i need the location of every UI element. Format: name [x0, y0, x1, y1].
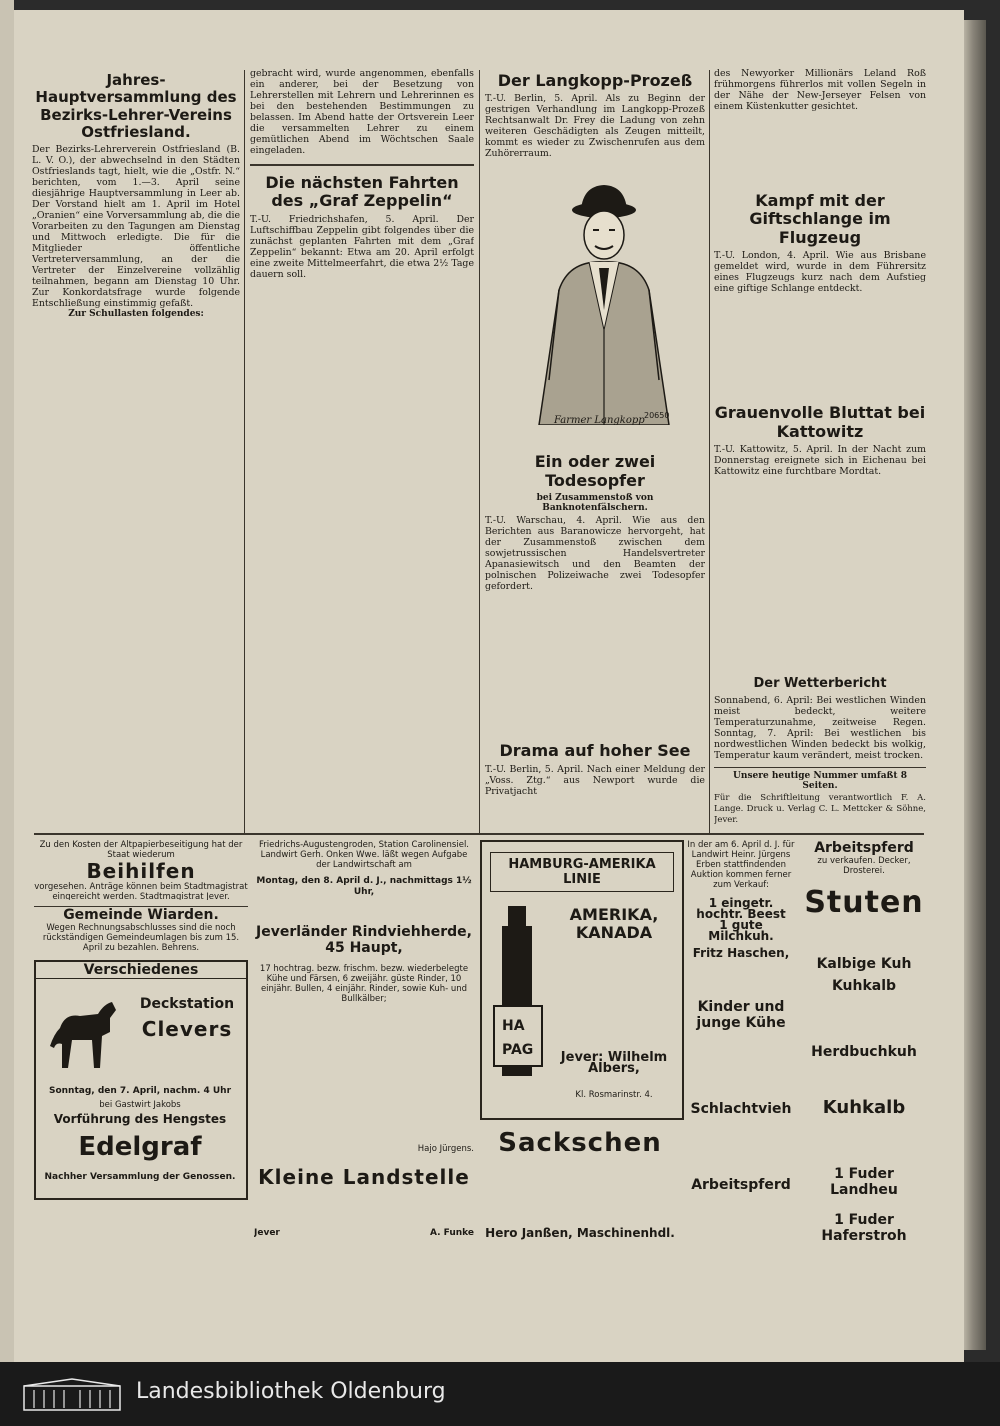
ad-title: Arbeitspferd	[691, 1177, 791, 1193]
ad-title: 1 Fuder Landheu	[830, 1166, 898, 1198]
ad-title: Beihilfen	[86, 859, 196, 883]
ad-text: bei Gastwirt Jakobs	[99, 1100, 181, 1110]
ad-text: Fritz Haschen,	[692, 946, 790, 960]
ad-title: Kuhkalb	[831, 978, 897, 994]
newspaper-page	[14, 10, 964, 1362]
ad-column-4	[686, 840, 796, 1280]
ad-title: 1 Fuder Haferstroh	[821, 1212, 907, 1244]
ad-text: Sonntag, den 7. April, nachm. 4 Uhr	[48, 1086, 232, 1096]
ad-signature	[254, 1228, 474, 1239]
column-rule	[709, 70, 710, 835]
page-edge-shadow	[964, 20, 986, 1350]
issue-notice: Unsere heutige Nummer umfaßt 8 Seiten.	[714, 767, 926, 791]
kampf-heading: Kampf mit der Giftschlange im Flugzeug	[749, 191, 891, 247]
portrait-caption: Farmer Langkopp	[554, 415, 645, 426]
article-body: Der Bezirks-Lehrerverein Ostfriesland (B. L. V. O.), der abwechselnd in den Städten Ostfrieslands tagt, hielt, wie die „Ostfr. N.“ berichten, vom 1.—3. April seine diesjährige Hauptversammlung in Leer ab. Der Vorstand hielt am 1. April im Hotel „Oranien“ eine Vorversammlung ab, die die Vorarbeiten zu den Tagungen am Dienstag und Mittwoch erledigte. Die für die Mitglieder öffentliche Vertreterversammlung, an der die Vertreter der Einzelvereine vollzählig teilnahmen, begann am Dienstag 10 Uhr. Zur Konkordatsfrage wurde folgende Entschließung einstimmig gefaßt.	[32, 144, 240, 309]
ad-text: Hajo Jürgens.	[417, 1144, 474, 1154]
ad-title: HAMBURG-AMERIKA LINIE	[490, 852, 674, 892]
ad-title: Edelgraf	[78, 1132, 202, 1162]
article-subheading: Zur Schullasten folgendes:	[68, 309, 204, 319]
ship-icon	[488, 906, 548, 1086]
langkopp-body: T.-U. Berlin, 5. April. Als zu Beginn der gestrigen Verhandlung im Langkopp-Prozeß Rechtsanwalt Dr. Frey die Ladung von zehn weiteren Geschädigten als Zeugen mitteilt, kommt es wieder zu Zwischenrufen aus dem Zuhörerraum.	[485, 93, 705, 160]
ad-title: Herdbuchkuh	[811, 1044, 917, 1060]
ad-column-5	[802, 840, 926, 1280]
ad-text: In der am 6. April d. J. für Landwirt Heinr. Jürgens Erben stattfindenden Auktion kommen ferner zum Verkauf:	[687, 840, 795, 890]
ad-text: Zu den Kosten der Altpapierbeseitigung hat der Staat wiederum	[39, 840, 243, 860]
ad-text-filler	[480, 1158, 680, 1228]
ad-text: 17 hochtrag. bezw. frischm. bezw. wiederbelegte Kühe und Färsen, 6 zweijähr. güste Rinder, 10 einjähr. Bullen, 4 einjähr. Rinder, sowie Kuh- und Bullkälber;	[259, 964, 469, 1004]
kampf-body: T.-U. London, 4. April. Wie aus Brisbane gemeldet wird, wurde in dem Führersitz eines Flugzeugs kurz nach dem Aufstieg eine giftige Schlange entdeckt.	[714, 250, 926, 295]
horse-icon	[40, 988, 130, 1078]
ad-hapag	[480, 840, 684, 1120]
page-left-margin	[0, 0, 14, 1362]
ad-title: Arbeitspferd	[814, 840, 914, 856]
ad-title: AMERIKA, KANADA	[569, 905, 659, 942]
zeppelin-body: T.-U. Friedrichshafen, 5. April. Der Luftschiffbau Zeppelin gibt folgendes über die zunächst geplanten Fahrten mit dem „Graf Zeppelin“ bekannt: Etwa am 20. April erfolgt eine zweite Mittelmeerfahrt, die etwa 2½ Tage dauern soll.	[250, 213, 474, 280]
ad-title: Clevers	[141, 1017, 233, 1041]
ad-text-filler	[254, 1004, 474, 1144]
ads-divider	[34, 833, 924, 835]
ad-title: Stuten	[804, 885, 924, 920]
ad-text: Wegen Rechnungsabschlusses sind die noch rückständigen Gemeindeumlagen bis zum 15. April zu bezahlen. Behrens.	[42, 923, 240, 953]
ad-title: Sackschen	[498, 1128, 662, 1158]
svg-text:HA: HA	[502, 1018, 525, 1034]
ad-text: Montag, den 8. April d. J., nachmittags 1½ Uhr,	[256, 876, 472, 897]
ad-text: Nachher Versammlung der Genossen.	[44, 1172, 236, 1182]
ad-text: Vorführung des Hengstes	[53, 1112, 227, 1126]
svg-text:PAG: PAG	[502, 1042, 534, 1058]
section-divider	[250, 164, 474, 166]
ad-text: Kl. Rosmarinstr. 4.	[575, 1090, 653, 1100]
library-footer	[0, 1362, 1000, 1426]
drama-heading: Drama auf hoher See	[499, 741, 691, 761]
ad-text: Hero Janßen, Maschinenhdl.	[485, 1226, 675, 1240]
ad-section-label: Verschiedenes	[36, 962, 246, 979]
ad-sackschen	[480, 1120, 680, 1280]
svg-text:20650: 20650	[644, 411, 670, 420]
ad-text: Friedrichs-Augustengroden, Station Carolinensiel. Landwirt Gerh. Onken Wwe. läßt wegen Aufgabe der Landwirtschaft am	[258, 840, 470, 870]
drama-body: T.-U. Berlin, 5. April. Nach einer Meldung der „Voss. Ztg.“ aus Newport wurde die Privatjacht	[485, 763, 705, 797]
ad-text: Jever	[254, 1228, 280, 1238]
ad-text: vorgesehen. Anträge können beim Stadtmagistrat eingereicht werden. Stadtmagistrat Jever.	[34, 882, 248, 900]
ad-title: Schlachtvieh	[690, 1101, 792, 1117]
portrait-illustration	[519, 180, 689, 425]
library-name[interactable]: Landesbibliothek Oldenburg	[136, 1379, 446, 1404]
imprint: Für die Schriftleitung verantwortlich F. A. Lange. Druck u. Verlag C. L. Mettcker & Söhne, Jever.	[714, 792, 926, 825]
todesopfer-subheading: bei Zusammenstoß von Banknotenfälschern.	[536, 493, 654, 514]
ad-title: Deckstation	[139, 996, 235, 1012]
ad-title: Jeverländer Rindviehherde,	[256, 924, 472, 940]
ad-title: 45 Haupt,	[325, 940, 403, 956]
column-rule	[244, 70, 245, 835]
todesopfer-body: T.-U. Warschau, 4. April. Wie aus den Berichten aus Baranowicze hervorgeht, hat der Zusammenstoß zwischen dem sowjetrussischen Handelsvertreter Apanasiewitsch und den Beamten der polnischen Polizeiwache zwei Todesopfer gefordert.	[485, 515, 705, 593]
ad-title: Kinder und junge Kühe	[696, 999, 786, 1031]
article-column-4	[714, 68, 926, 830]
wetter-heading: Der Wetterbericht	[753, 675, 887, 691]
article-heading: Jahres-Hauptversammlung des Bezirks-Lehrer-Vereins Ostfriesland.	[35, 71, 237, 141]
grauen-heading: Grauenvolle Bluttat bei Kattowitz	[714, 403, 926, 441]
todesopfer-heading: Ein oder zwei Todesopfer	[534, 452, 656, 490]
article-body: gebracht wird, wurde angenommen, ebenfalls ein anderer, bei der Besetzung von Lehrerstellen mit Lehrern und Lehrerinnen es bei den bestehenden Bestimmungen zu belassen. Im Abend hatte der Ortsverein Leer die versammelten Lehrer zu einem gemütlichen Abend im Wöchtschen Saale eingeladen.	[250, 68, 474, 156]
ad-title: 1 eingetr. hochtr. Beest	[696, 896, 786, 921]
article-continuation	[32, 321, 240, 332]
ad-auction	[254, 840, 474, 1280]
ad-text: Jever: Wilhelm Albers,	[560, 1050, 668, 1076]
ad-title: 1 gute Milchkuh.	[708, 918, 774, 943]
article-column-2	[250, 68, 474, 830]
langkopp-heading: Der Langkopp-Prozeß	[497, 71, 693, 90]
ad-title: Gemeinde Wiarden.	[63, 907, 219, 923]
zeppelin-heading: Die nächsten Fahrten des „Graf Zeppelin“	[265, 173, 459, 211]
column-rule	[479, 70, 480, 835]
article-column-1	[32, 68, 240, 830]
ad-wiarden	[34, 906, 248, 955]
yacht-body: des Newyorker Millionärs Leland Roß frühmorgens führerlos mit vollen Segeln in der Nähe der New-Jerseyer Felsen von einem Küstenkutter gesichtet.	[714, 68, 926, 112]
library-building-icon	[22, 1378, 122, 1412]
ad-text: A. Funke	[429, 1228, 474, 1238]
ad-title: Kalbige Kuh	[816, 956, 912, 972]
ad-title: Kuhkalb	[822, 1097, 906, 1118]
grauen-body: T.-U. Kattowitz, 5. April. In der Nacht zum Donnerstag ereignete sich in Eichenau bei Kattowitz eine furchtbare Mordtat.	[714, 443, 926, 477]
ad-beihilfen	[34, 840, 248, 900]
ad-title: Kleine Landstelle	[258, 1165, 470, 1189]
ad-text: zu verkaufen. Decker, Drosterei.	[817, 856, 911, 876]
wetter-body: Sonnabend, 6. April: Bei westlichen Winden meist bedeckt, weitere Temperaturzunahme, zeitweise Regen. Sonntag, 7. April: Bei westlichen bis nordwestlichen Winden bedeckt bis wolkig, Temperatur kaum verändert, meist trocken.	[714, 694, 926, 761]
ad-deckstation	[34, 960, 248, 1200]
